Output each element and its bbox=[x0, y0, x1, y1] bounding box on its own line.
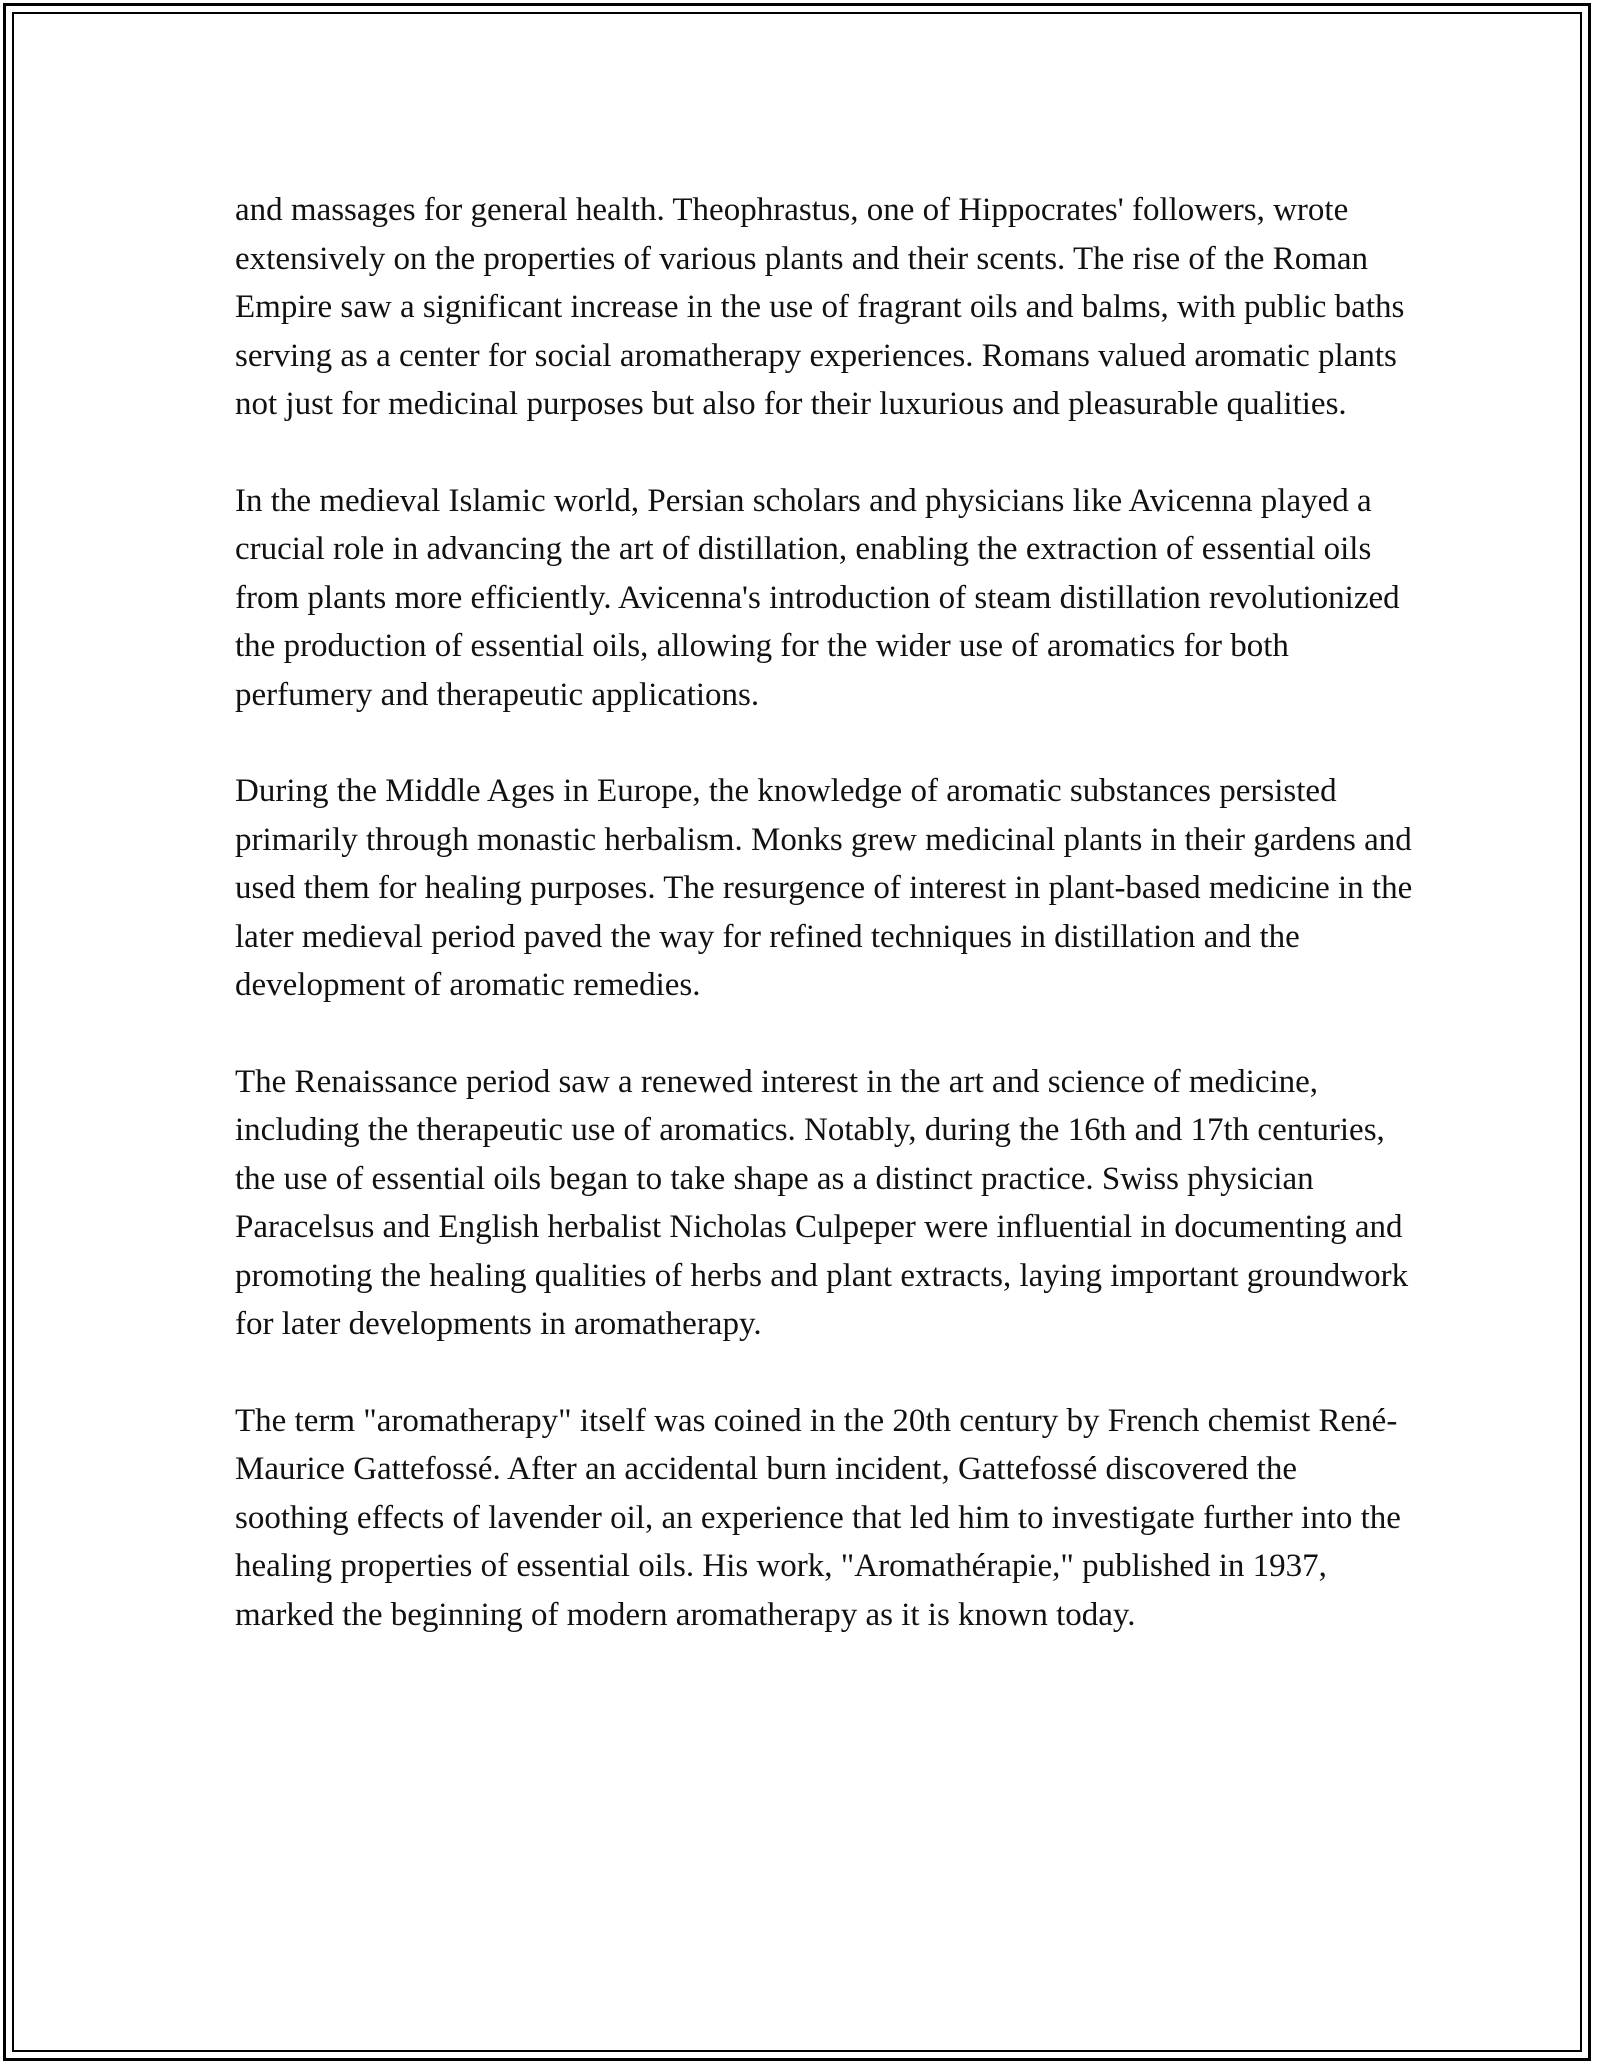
paragraph-renaissance: The Renaissance period saw a renewed interest in the art and science of medicine, including the therapeutic use of aromatics. Notably, during the 16th and 17th centuries, the use of essential oils began to take shape as a distinct practice. Swiss physician Paracelsus and English herbalist Nicholas Culpeper were influential in documenting and promoting the healing qualities of herbs and plant extracts, laying important groundwork for later developments in aromatherapy. bbox=[235, 1063, 1409, 1342]
paragraph-middle-ages: During the Middle Ages in Europe, the knowledge of aromatic substances persisted primarily through monastic herbalism. Monks grew medicinal plants in their gardens and used them for healing purposes. The resurgence of interest in plant-based medicine in the later medieval period paved the way for refined techniques in distillation and the development of aromatic remedies. bbox=[235, 773, 1413, 1003]
document-body bbox=[235, 186, 1415, 1687]
paragraph-modern-aromatherapy: The term "aromatherapy" itself was coined in the 20th century by French chemist René-Maurice Gattefossé. After an accidental burn incident, Gattefossé discovered the soothing effects of lavender oil, an experience that led him to investigate further into the healing properties of essential oils. His work, "Aromathérapie," published in 1937, marked the beginning of modern aromatherapy as it is known today. bbox=[235, 1402, 1401, 1633]
paragraph-islamic-world: In the medieval Islamic world, Persian scholars and physicians like Avicenna played a crucial role in advancing the art of distillation, enabling the extraction of essential oils from plants more efficiently. Avicenna's introduction of steam distillation revolutionized the production of essential oils, allowing for the wider use of aromatics for both perfumery and therapeutic applications. bbox=[235, 482, 1400, 713]
paragraph-roman-empire: and massages for general health. Theophrastus, one of Hippocrates' followers, wrote extensively on the properties of various plants and their scents. The rise of the Roman Empire saw a significant increase in the use of fragrant oils and balms, with public baths serving as a center for social aromatherapy experiences. Romans valued aromatic plants not just for medicinal purposes but also for their luxurious and pleasurable qualities. bbox=[235, 192, 1405, 422]
